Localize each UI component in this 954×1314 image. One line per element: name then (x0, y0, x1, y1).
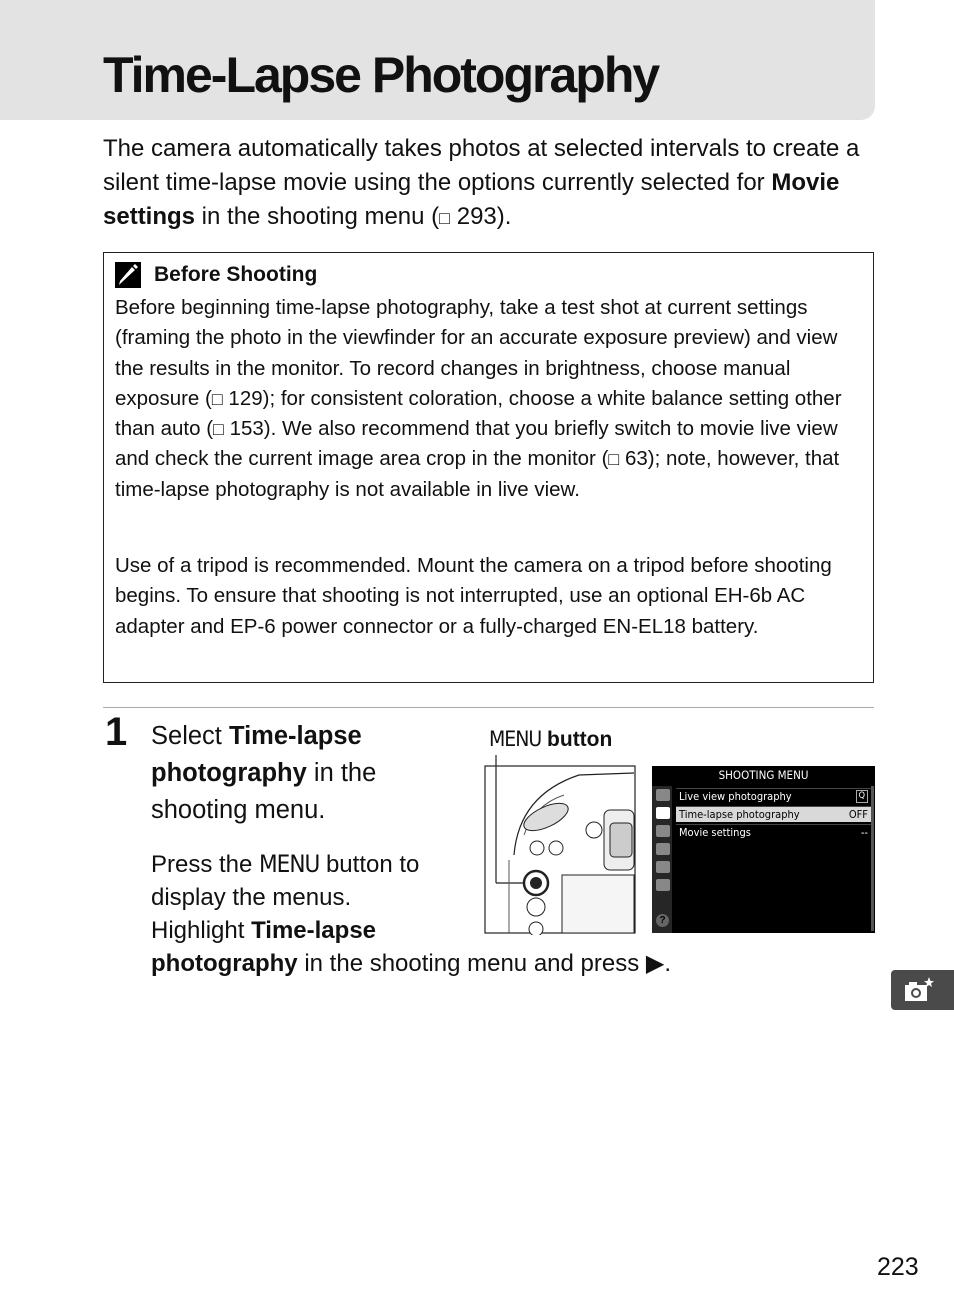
right-arrow-icon: ▶ (645, 950, 665, 977)
menu-row-movie-settings[interactable] (676, 824, 871, 840)
menu-row-live-view[interactable] (676, 788, 871, 804)
note-paragraph-2: Use of a tripod is recommended. Mount the camera on a tripod before shooting begins. To ensure that shooting is not interrupted, use an optional EH-6b AC adapter and EP-6 power connector or a fully-charged EN-EL18 battery. (115, 554, 832, 638)
step-title-post: in the shooting menu. (151, 759, 377, 824)
intro-text-1: The camera automatically takes photos at selected intervals to create a silent time-lapse movie using the options currently selected for (103, 135, 860, 196)
step-title-pre: Select (151, 722, 229, 750)
page-title: Time-Lapse Photography (103, 47, 659, 103)
note-p1-part-4: 63); note, however, that time-lapse photography is not available in live view. (115, 447, 840, 501)
step-title-bold: Time-lapse photography (151, 722, 362, 787)
page-number: 223 (877, 1253, 919, 1281)
note-paragraph-1 (115, 293, 863, 505)
menu-row-time-lapse[interactable] (676, 806, 871, 822)
before-shooting-note (103, 252, 874, 683)
custom-settings-icon[interactable] (656, 825, 670, 837)
menu-row-label: Movie settings (679, 826, 751, 839)
step-text-end: . (664, 950, 672, 977)
camera-lcd-menu (652, 766, 875, 933)
retouch-menu-icon[interactable] (656, 861, 670, 873)
my-menu-icon[interactable] (656, 879, 670, 891)
screen-menu-sidebar (652, 786, 672, 933)
intro-text-2: in the shooting menu ( (195, 203, 440, 230)
intro-bold-movie-settings: Movie settings (103, 169, 840, 230)
note-header (114, 261, 317, 289)
menu-row-label: Time-lapse photography (679, 808, 800, 821)
note-p1-part-2: 129); for consistent coloration, choose a white balance setting other than auto ( (115, 386, 842, 441)
shooting-menu-icon[interactable] (656, 807, 670, 819)
step-text-pre: Press the (151, 851, 260, 878)
step-number: 1 (105, 710, 128, 754)
book-ref-icon: □ (439, 208, 451, 228)
setup-menu-icon[interactable] (656, 843, 670, 855)
note-p1-part-3: 153). We also recommend that you briefly switch to movie live view and check the current image area crop in the monitor ( (115, 417, 838, 471)
book-ref-icon: □ (213, 419, 224, 440)
camera-menu-icon (904, 976, 934, 1004)
step-text-mid-1: button to (319, 851, 420, 878)
step-text-bold-1: Time-lapse (251, 917, 377, 944)
help-icon[interactable]: ? (656, 914, 669, 927)
menu-row-value: -- (860, 826, 868, 839)
screen-scrollbar[interactable] (871, 786, 874, 931)
intro-paragraph (103, 132, 863, 235)
side-chapter-tab[interactable] (891, 970, 954, 1010)
menu-button-callout (489, 726, 612, 753)
menu-row-value: OFF (848, 808, 868, 821)
menu-row-label: Live view photography (679, 790, 792, 803)
menu-row-value: Q (856, 790, 868, 803)
step-text-mid-3: Highlight (151, 917, 252, 944)
note-title: Before Shooting (154, 263, 318, 286)
book-ref-icon: □ (211, 388, 223, 409)
step-text-mid-2: display the menus. (151, 884, 352, 911)
book-ref-icon: □ (608, 449, 620, 470)
note-p1-part-1: Before beginning time-lapse photography, take a test shot at current settings (framing the photo in the viewfinder for an accurate exposure preview) and view the results in the monitor. To record changes in brightness, choose manual exposure ( (115, 296, 838, 410)
step-title (151, 718, 461, 829)
menu-button-glyph: MENU (259, 850, 320, 878)
camera-back-illustration (484, 755, 639, 935)
pencil-icon (114, 261, 142, 289)
screen-menu-title: SHOOTING MENU (718, 768, 809, 782)
section-divider (103, 707, 874, 708)
intro-ref-page[interactable]: 293). (450, 203, 512, 230)
step-text-bold-2: photography (151, 950, 298, 977)
step-text-post: in the shooting menu and press (297, 950, 646, 977)
menu-button-glyph: MENU (489, 727, 542, 751)
playback-menu-icon[interactable] (656, 789, 670, 801)
button-label-text: button (541, 728, 613, 751)
